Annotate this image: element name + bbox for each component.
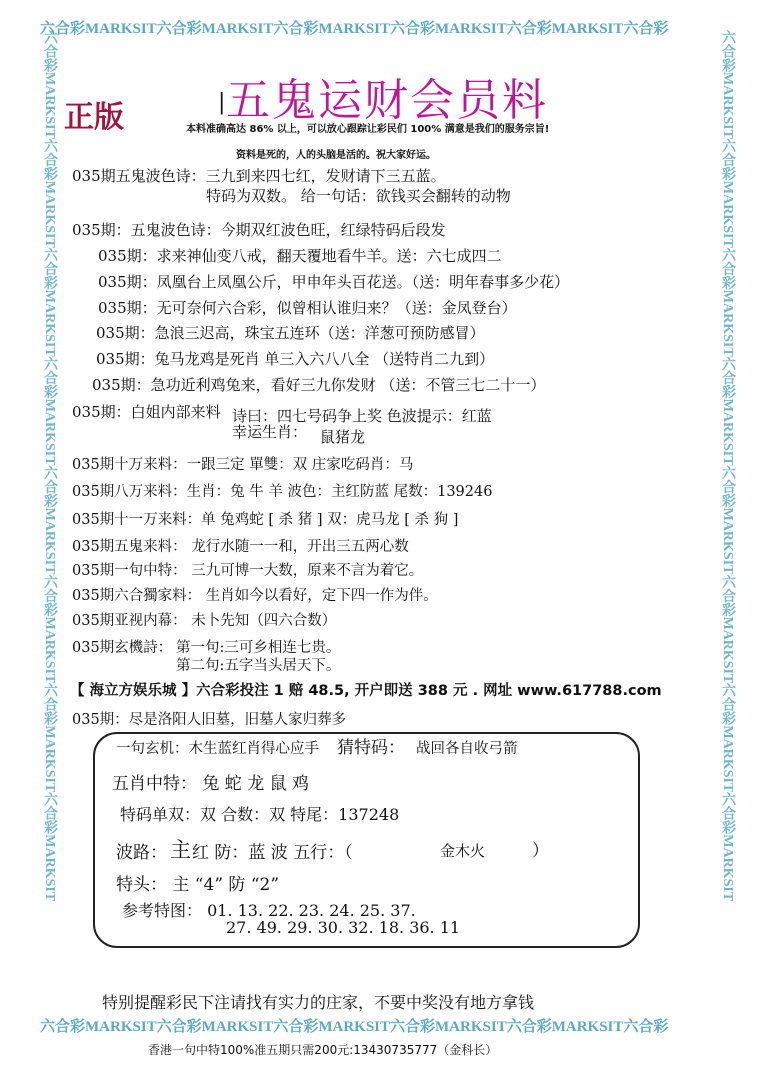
box-special-head: 特头： 主 “4” 防 “2” <box>116 875 280 895</box>
bottom-reminder: 特别提醒彩民下注请找有实力的庄家，不要中奖没有地方拿钱 <box>102 993 535 1012</box>
line-lucky-zodiac-value: 鼠猪龙 <box>320 428 366 446</box>
box-reference-numbers-1: 参考特图： 01. 13. 22. 23. 24. 25. 37. <box>122 901 416 920</box>
watermark-left: 六合彩MARKSIT六合彩MARKSIT六合彩MARKSIT六合彩MARKSIT六合彩MARKSIT六合彩MARKSIT六合彩MARKSIT六合彩MARKSIT <box>42 30 57 902</box>
line-waves: 035期：急浪三迟高，珠宝五连环（送：洋葱可预防感冒） <box>96 324 485 342</box>
watermark-bottom: 六合彩MARKSIT六合彩MARKSIT六合彩MARKSIT六合彩MARKSIT六合彩MARKSIT六合彩 <box>40 1019 669 1035</box>
page-title: 五鬼运财会员料 <box>226 75 548 126</box>
box-mystery-line: 一句玄机：木生蓝红肖得心应手 <box>116 741 319 757</box>
box-reference-numbers-2: 27. 49. 29. 30. 32. 18. 36. 11 <box>226 918 461 937</box>
line-helpless: 035期：无可奈何六合彩，似曾相认谁归来？（送：金凤登台） <box>98 299 517 317</box>
box-wave-rest: 红 防：蓝 波 五行：（ <box>192 843 353 863</box>
line-atv-inside: 035期亚视内幕： 未卜先知（四六合数） <box>72 613 337 629</box>
line-color-poem-2: 035期：五鬼波色诗：今期双红波色旺，红绿特码后段发 <box>72 221 446 239</box>
line-phoenix: 035期：凤凰台上凤凰公斤，甲申年头百花送。（送：明年春事多少花） <box>98 273 570 291</box>
box-odd-even: 特码单双：双 合数：双 特尾：137248 <box>120 805 400 824</box>
line-baijie-label: 035期：白姐内部来料 <box>72 403 221 421</box>
box-wave-main: 主 <box>170 838 191 862</box>
genuine-label: 正版 <box>64 100 124 135</box>
footer-contact: 香港一句中特100%准五期只需200元:13430735777（金科长） <box>148 1043 498 1057</box>
line-100k: 035期十万来料：一跟三定 單雙：双 庄家吃码肖：马 <box>72 457 414 473</box>
tagline-accuracy: 本料准确高达 86% 以上，可以放心跟踪让彩民们 100% 满意是我们的服务宗旨! <box>186 124 550 135</box>
line-wugui-source: 035期五鬼来料： 龙行水随一一和，开出三五两心数 <box>72 539 409 555</box>
line-one-sentence: 035期一句中特： 三九可博一大数，原来不言为着它。 <box>72 563 424 579</box>
box-wave-label: 波路： <box>116 843 167 863</box>
line-baijie-poem: 诗曰：四七号码争上奖 色波提示：红蓝 <box>232 407 492 425</box>
tagline-luck: 资料是死的，人的头脑是活的。祝大家好运。 <box>236 150 436 161</box>
line-luoyang: 035期：尽是洛阳人旧墓，旧墓人家归葬多 <box>72 712 347 728</box>
line-mystic-second: 第二句:五字当头居天下。 <box>176 658 341 674</box>
line-110k: 035期十一万来料：单 兔鸡蛇 [ 杀 猪 ] 双：虎马龙 [ 杀 狗 ] <box>72 512 459 528</box>
casino-ad-banner: 【 海立方娱乐城 】六合彩投注 1 赔 48.5, 开户即送 388 元 . 网址 www.617788.com <box>70 683 662 699</box>
box-five-elements-close: ） <box>532 841 549 861</box>
line-lucky-zodiac-label: 幸运生肖： <box>232 423 308 441</box>
watermark-top: 六合彩MARKSIT六合彩MARKSIT六合彩MARKSIT六合彩MARKSIT六合彩MARKSIT六合彩 <box>40 21 669 37</box>
line-mystic-first: 第一句:三可乡相连七贵。 <box>176 640 341 656</box>
line-exclusive: 035期六合獨家料： 生肖如今以看好，定下四一作为伴。 <box>72 588 438 604</box>
watermark-right: 六合彩MARKSIT六合彩MARKSIT六合彩MARKSIT六合彩MARKSIT六合彩MARKSIT六合彩MARKSIT六合彩MARKSIT六合彩MARKSIT <box>720 30 735 902</box>
line-quick-profit: 035期：急功近利鸡兔来，看好三九你发财 （送：不管三七二十一） <box>92 376 546 394</box>
line-dead-zodiac: 035期：兔马龙鸡是死肖 单三入六八八全 （送特肖二九到） <box>96 350 495 368</box>
title-bar-mark: | <box>218 90 226 115</box>
box-guess-label: 猜特码： <box>337 738 405 758</box>
box-guess-value: 战回各自收弓箭 <box>416 741 518 757</box>
box-five-zodiac: 五肖中特： 兔 蛇 龙 鼠 鸡 <box>112 774 310 794</box>
line-mystic-label: 035期玄機詩： <box>72 640 173 656</box>
line-80k: 035期八万来料：生肖：兔 牛 羊 波色：主红防蓝 尾数：139246 <box>72 484 493 500</box>
line-special-even: 特码为双数。 给一句话：欲钱买会翻转的动物 <box>206 187 511 205</box>
line-wugui-color-poem: 035期五鬼波色诗：三九到来四七红，发财请下三五蓝。 <box>72 167 446 185</box>
line-immortal: 035期：求来神仙变八戒，翻天覆地看牛羊。送：六七成四二 <box>98 247 502 265</box>
box-five-elements: 金木火 <box>440 842 486 860</box>
